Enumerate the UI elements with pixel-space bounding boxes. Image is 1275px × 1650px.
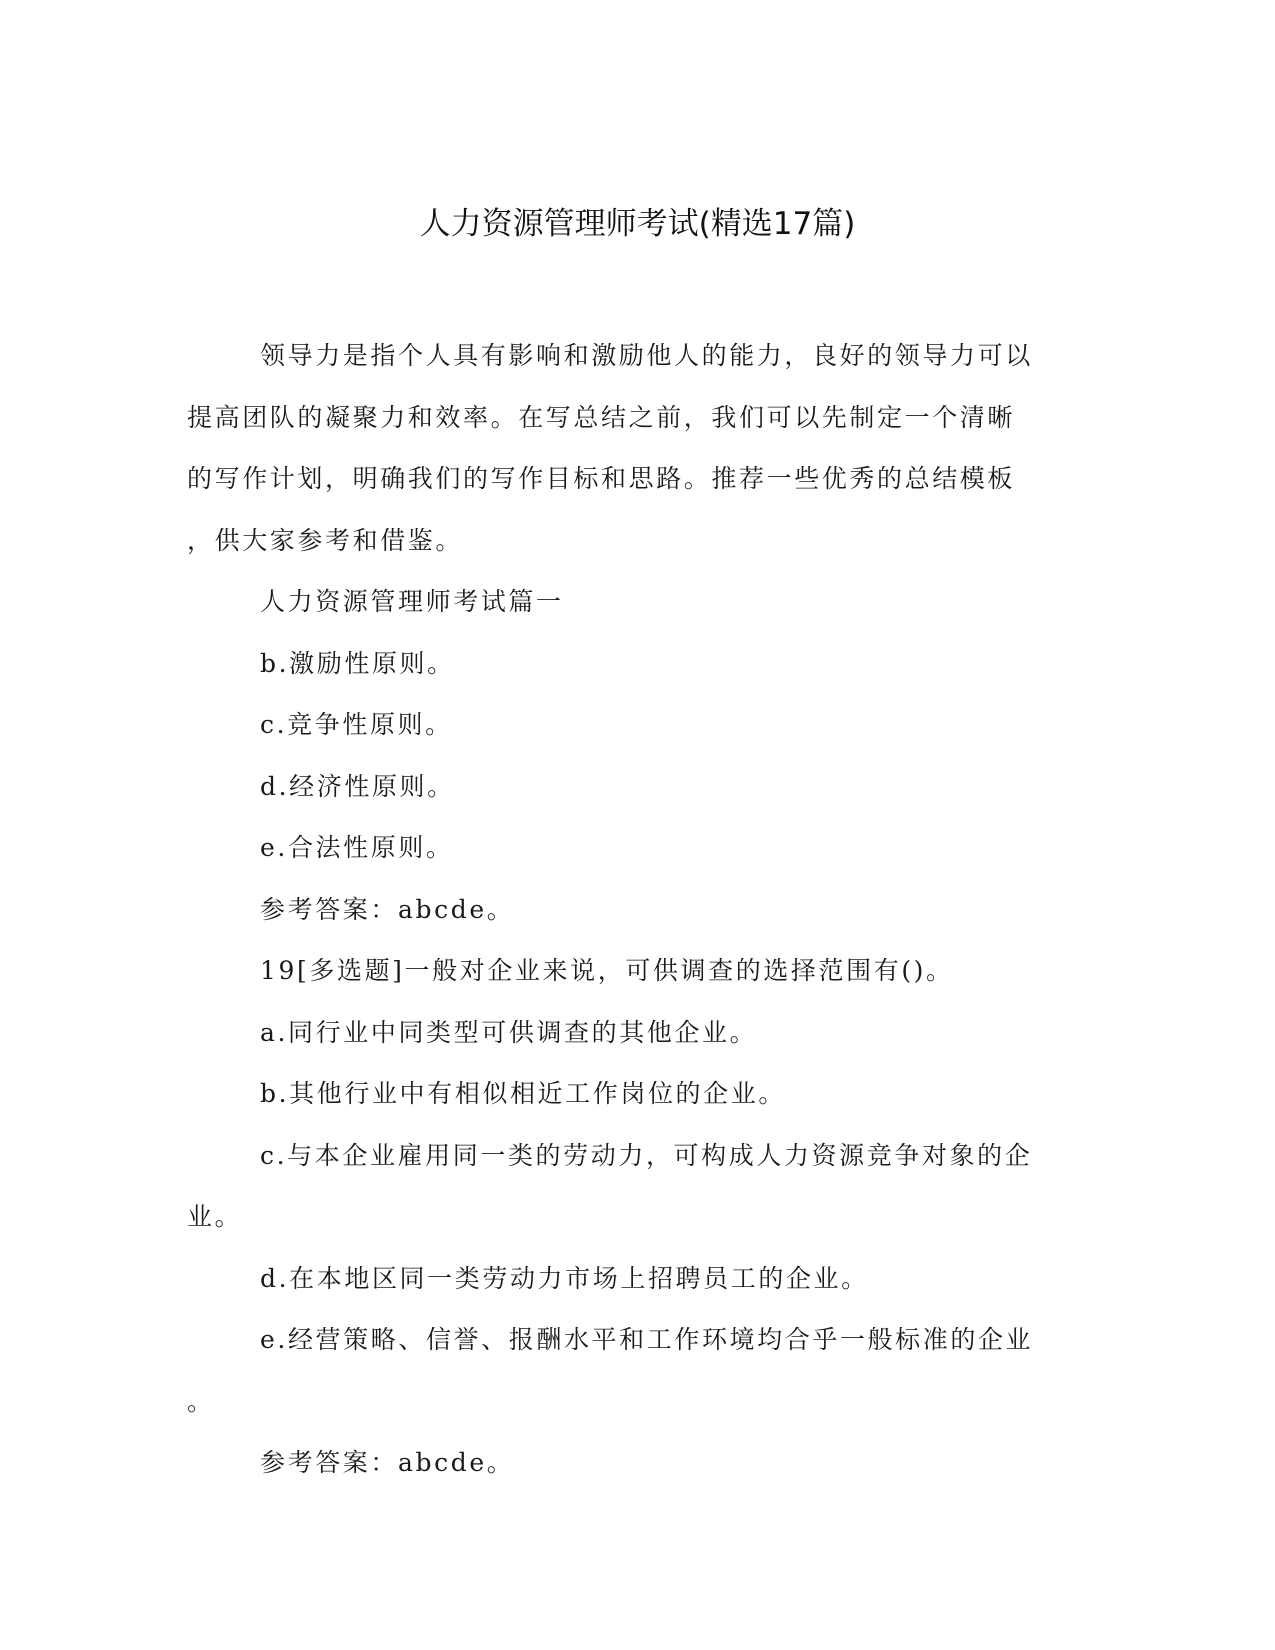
intro-line-3: 的写作计划，明确我们的写作目标和思路。推荐一些优秀的总结模板	[187, 464, 1016, 493]
option-b: b.激励性原则。	[260, 648, 455, 678]
intro-line-4: ，供大家参考和借鉴。	[187, 525, 464, 555]
q19-option-d: d.在本地区同一类劳动力市场上招聘员工的企业。	[260, 1263, 869, 1293]
intro-line-2: 提高团队的凝聚力和效率。在写总结之前，我们可以先制定一个清晰	[187, 402, 1016, 432]
q19-option-a: a.同行业中同类型可供调查的其他企业。	[260, 1017, 758, 1047]
question-19: 19[多选题]一般对企业来说，可供调查的选择范围有()。	[260, 956, 954, 985]
option-d: d.经济性原则。	[260, 771, 455, 801]
section-heading: 人力资源管理师考试篇一	[260, 587, 564, 616]
q19-option-c-line-1: c.与本企业雇用同一类的劳动力，可构成人力资源竞争对象的企	[260, 1140, 1033, 1170]
q19-option-e-line-1: e.经营策略、信誉、报酬水平和工作环境均合乎一般标准的企业	[260, 1325, 1034, 1354]
intro-line-1: 领导力是指个人具有影响和激励他人的能力，良好的领导力可以	[260, 341, 1033, 370]
document-body	[187, 325, 1067, 1494]
option-e: e.合法性原则。	[260, 833, 454, 862]
q19-option-e-line-2: 。	[187, 1386, 215, 1416]
answer-1: 参考答案：abcde。	[260, 894, 515, 924]
option-c: c.竞争性原则。	[260, 710, 453, 739]
answer-2: 参考答案：abcde。	[260, 1448, 515, 1477]
q19-option-b: b.其他行业中有相似相近工作岗位的企业。	[260, 1079, 786, 1108]
document-title: 人力资源管理师考试(精选17篇)	[419, 206, 856, 242]
q19-option-c-line-2: 业。	[187, 1202, 243, 1231]
